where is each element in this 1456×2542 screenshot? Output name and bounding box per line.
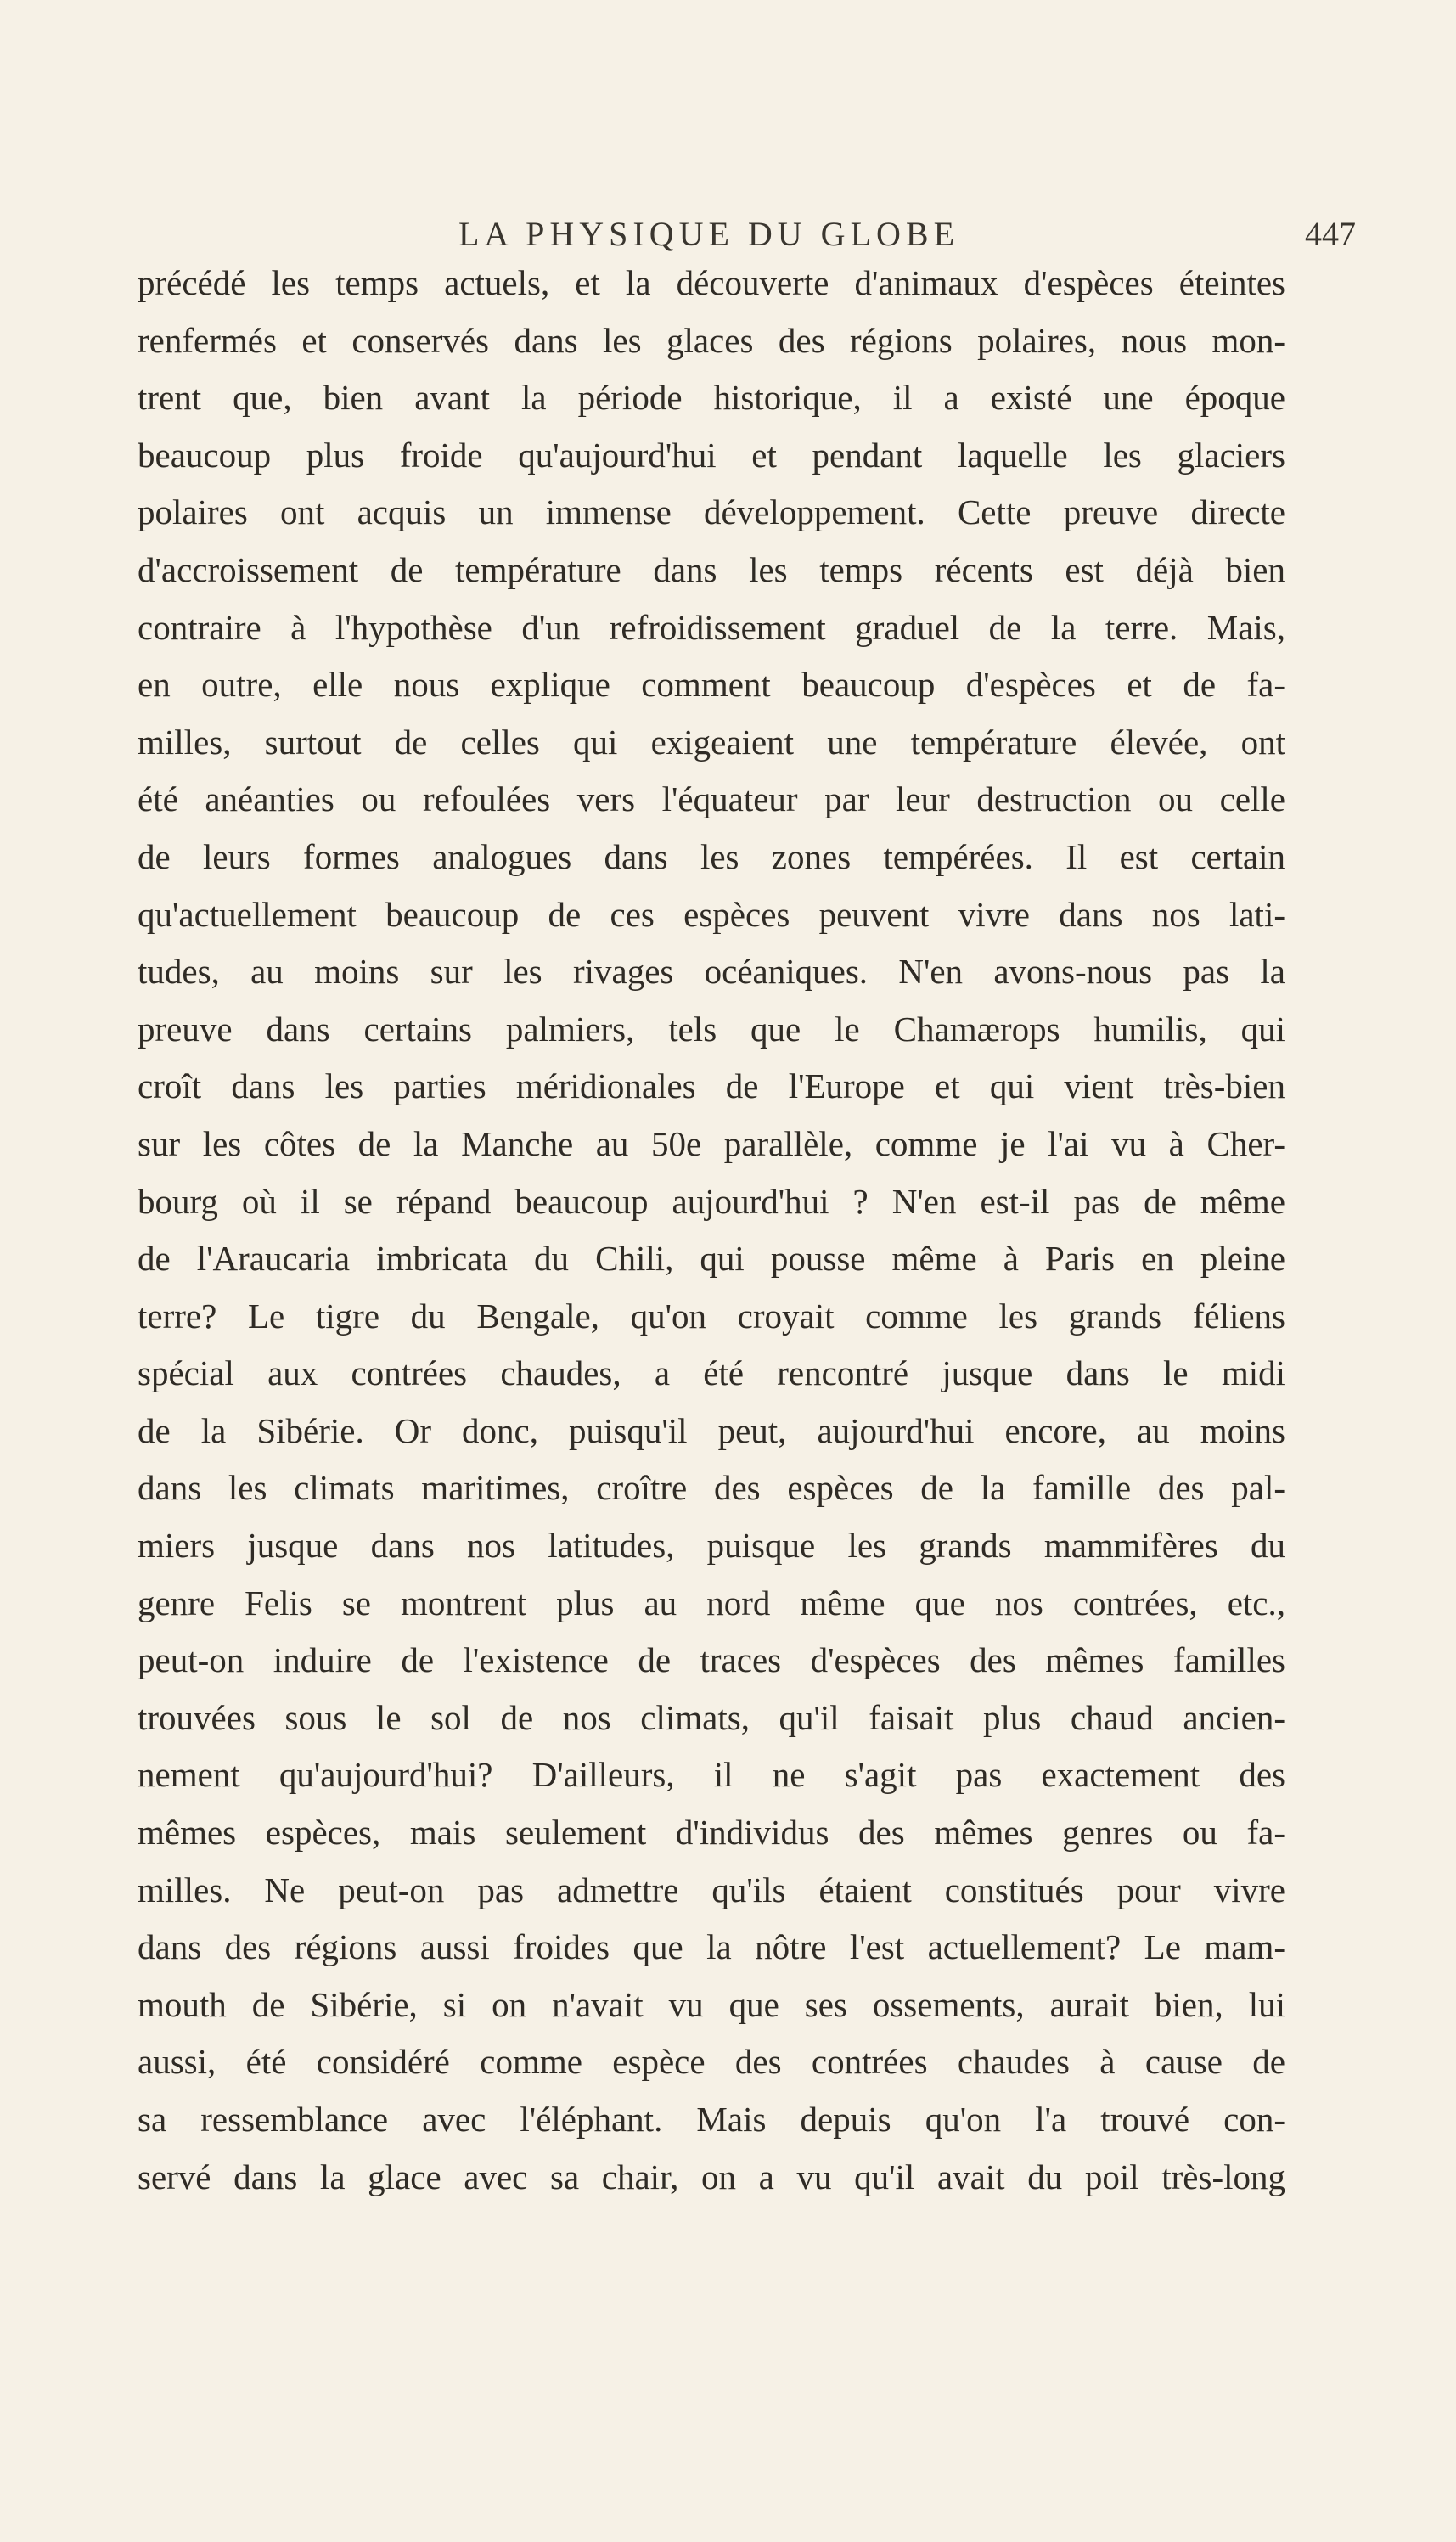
text-line: aussi, été considéré comme espèce des contrées chaudes à cause de bbox=[138, 2042, 1285, 2082]
text-line: de leurs formes analogues dans les zones tempérées. Il est certain bbox=[138, 836, 1285, 876]
text-line: renfermés et conservés dans les glaces des régions polaires, nous mon- bbox=[138, 320, 1285, 360]
text-line: terre? Le tigre du Bengale, qu'on croyait comme les grands féliens bbox=[138, 1296, 1285, 1336]
text-line: milles, surtout de celles qui exigeaient une température élevée, ont bbox=[138, 722, 1285, 762]
text-line: miers jusque dans nos latitudes, puisque les grands mammifères du bbox=[138, 1526, 1285, 1566]
text-line: servé dans la glace avec sa chair, on a vu qu'il avait du poil très-long bbox=[138, 2157, 1285, 2196]
text-line: spécial aux contrées chaudes, a été rencontré jusque dans le midi bbox=[138, 1353, 1285, 1393]
running-title: LA PHYSIQUE DU GLOBE bbox=[458, 215, 959, 253]
text-line: trouvées sous le sol de nos climats, qu'il faisait plus chaud ancien- bbox=[138, 1697, 1285, 1737]
text-line: tudes, au moins sur les rivages océaniques. N'en avons-nous pas la bbox=[138, 952, 1285, 992]
text-line: beaucoup plus froide qu'aujourd'hui et pendant laquelle les glaciers bbox=[138, 435, 1285, 475]
text-line: qu'actuellement beaucoup de ces espèces peuvent vivre dans nos lati- bbox=[138, 894, 1285, 934]
text-line: genre Felis se montrent plus au nord même que nos contrées, etc., bbox=[138, 1583, 1285, 1622]
text-line: trent que, bien avant la période historique, il a existé une époque bbox=[138, 378, 1285, 418]
text-line: milles. Ne peut-on pas admettre qu'ils étaient constitués pour vivre bbox=[138, 1870, 1285, 1909]
text-line: polaires ont acquis un immense développement. Cette preuve directe bbox=[138, 492, 1285, 532]
text-line: été anéanties ou refoulées vers l'équateur par leur destruction ou celle bbox=[138, 779, 1285, 819]
text-line: bourg où il se répand beaucoup aujourd'hui ? N'en est-il pas de même bbox=[138, 1181, 1285, 1221]
body-text bbox=[138, 255, 1285, 2206]
text-line: précédé les temps actuels, et la découverte d'animaux d'espèces éteintes bbox=[138, 263, 1285, 302]
text-line: dans les climats maritimes, croître des espèces de la famille des pal- bbox=[138, 1468, 1285, 1508]
text-line: sur les côtes de la Manche au 50e parallèle, comme je l'ai vu à Cher- bbox=[138, 1123, 1285, 1163]
text-line: de la Sibérie. Or donc, puisqu'il peut, aujourd'hui encore, au moins bbox=[138, 1410, 1285, 1450]
text-line: preuve dans certains palmiers, tels que le Chamærops humilis, qui bbox=[138, 1009, 1285, 1049]
page-number: 447 bbox=[1305, 215, 1356, 253]
text-line: mêmes espèces, mais seulement d'individus des mêmes genres ou fa- bbox=[138, 1813, 1285, 1853]
text-line: mouth de Sibérie, si on n'avait vu que ses ossements, aurait bien, lui bbox=[138, 1984, 1285, 2024]
text-line: peut-on induire de l'existence de traces d'espèces des mêmes familles bbox=[138, 1640, 1285, 1680]
text-line: sa ressemblance avec l'éléphant. Mais depuis qu'on l'a trouvé con- bbox=[138, 2100, 1285, 2139]
page-header bbox=[0, 211, 1456, 262]
text-line: en outre, elle nous explique comment beaucoup d'espèces et de fa- bbox=[138, 665, 1285, 705]
text-line: nement qu'aujourd'hui? D'ailleurs, il ne s'agit pas exactement des bbox=[138, 1755, 1285, 1795]
text-line: contraire à l'hypothèse d'un refroidissement graduel de la terre. Mais, bbox=[138, 607, 1285, 647]
text-line: croît dans les parties méridionales de l'Europe et qui vient très-bien bbox=[138, 1066, 1285, 1106]
text-line: de l'Araucaria imbricata du Chili, qui pousse même à Paris en pleine bbox=[138, 1239, 1285, 1279]
text-line: d'accroissement de température dans les temps récents est déjà bien bbox=[138, 549, 1285, 589]
text-line: dans des régions aussi froides que la nôtre l'est actuellement? Le mam- bbox=[138, 1927, 1285, 1967]
